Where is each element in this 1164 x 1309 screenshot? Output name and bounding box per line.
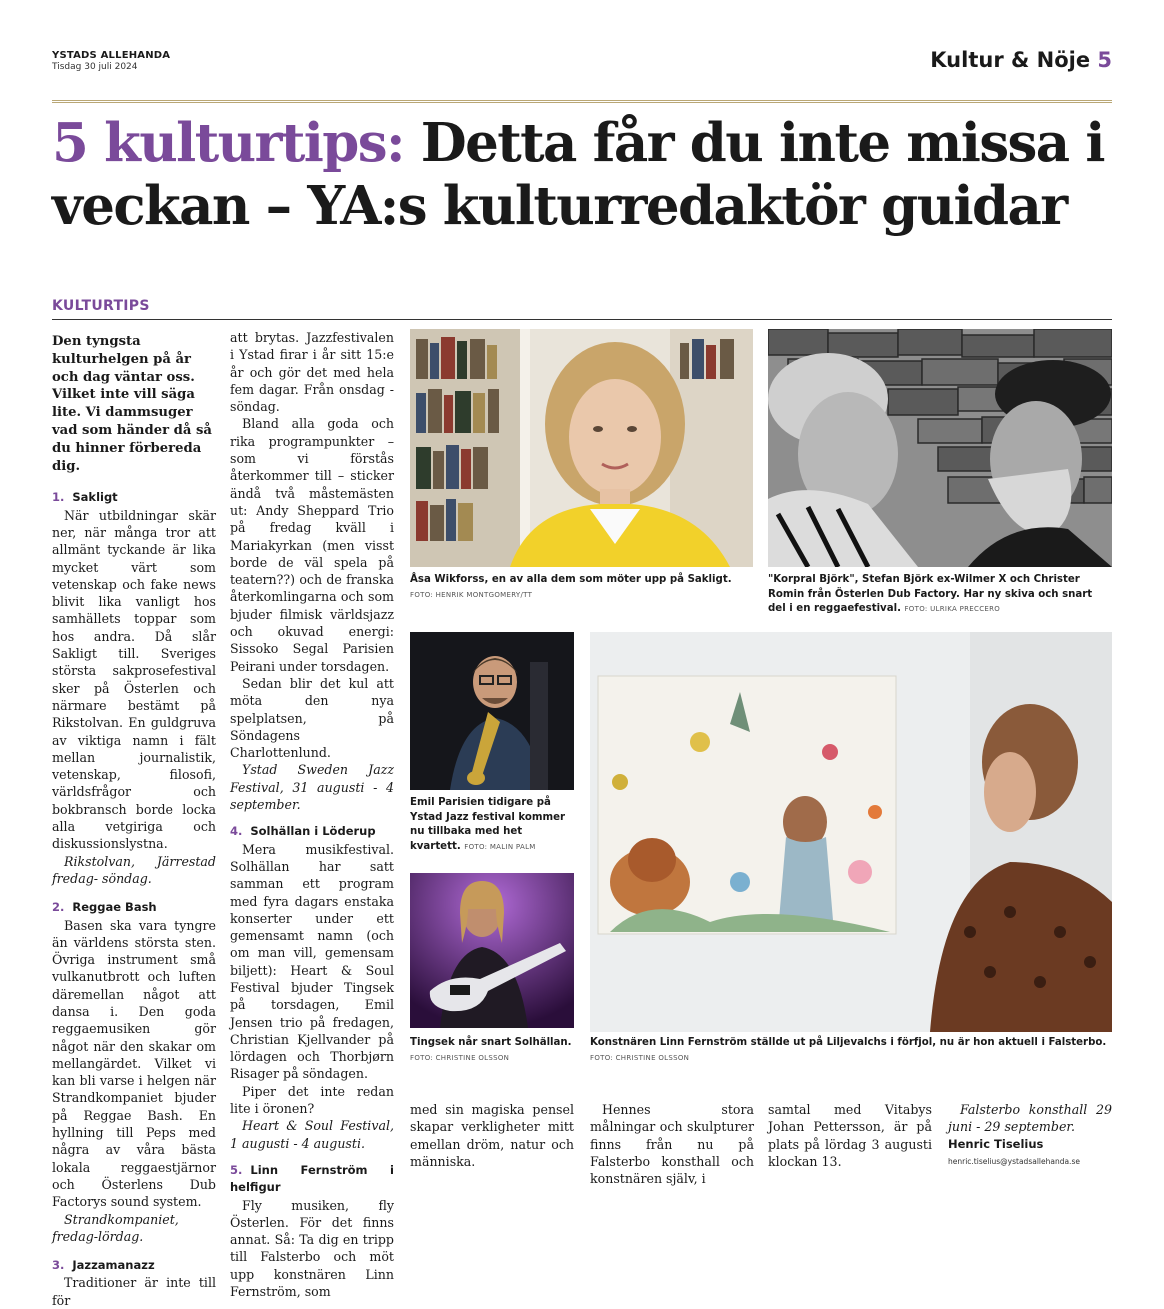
author-byline: Henric Tiselius xyxy=(948,1136,1044,1151)
caption-text: Tingsek når snart Solhällan. xyxy=(410,1037,572,1048)
caption-text: Åsa Wikforss, en av alla dem som möter upp på Sakligt. xyxy=(410,574,732,585)
article-column-4 xyxy=(590,1101,754,1187)
photo-asa-wikforss xyxy=(410,329,753,567)
caption-linn-fernstrom xyxy=(590,1036,1112,1065)
tip-heading-2: 2. Reggae Bash xyxy=(52,900,157,915)
tip-body-5: Fly musiken, fly Österlen. För det finns annat. Så: Ta dig en tripp till Falsterbo och möt upp konstnären Linn Fernström, som xyxy=(230,1197,394,1300)
photo-credit: FOTO: MALIN PALM xyxy=(464,842,536,851)
photo-tingsek xyxy=(410,873,574,1028)
publication-date: Tisdag 30 juli 2024 xyxy=(52,62,138,72)
caption-tingsek xyxy=(410,1036,574,1065)
tip-body-3c: Sedan blir det kul att möta den nya spelplatsen, på Söndagens Charlottenlund. xyxy=(230,675,394,761)
caption-emil-parisien xyxy=(410,796,574,854)
tip-body-4b: Piper det inte redan lite i öronen? xyxy=(230,1083,394,1117)
photo-credit: FOTO: HENRIK MONTGOMERY/TT xyxy=(410,590,533,599)
caption-text: Emil Parisien tidigare på Ystad Jazz festival kommer nu tillbaka med het kvartett. xyxy=(410,797,566,852)
tip-body-3b: Bland alla goda och rika programpunkter – som vi förstås återkommer till – sticker ändå två måstemästen ut: Andy Sheppard Trio på fredag kväll i Mariakyrkan (men visst borde de väl spela på teatern??) och de franska återkomlingarna och som bjuder filmisk världsjazz och okuvad energi: Sissoko Segal Parisien Peirani under torsdagen. xyxy=(230,416,394,674)
tip-body-5b: Hennes stora målningar och skulpturer finns från nu på Falsterbo konsthall och konstnären själv, i xyxy=(590,1102,754,1187)
article-column-6 xyxy=(948,1101,1112,1170)
photo-credit: FOTO: ULRIKA PRECCERO xyxy=(904,605,1001,613)
kicker-rule xyxy=(52,319,1112,320)
photo-linn-fernstrom xyxy=(590,632,1112,1032)
photo-credit: FOTO: CHRISTINE OLSSON xyxy=(590,1053,690,1062)
tip-body-4: Mera musikfestival. Solhällan har satt samman ett program med fyra dagars enstaka konserter under ett gemensamt namn (och om man vill, gemensam biljett): Heart & Soul Festival bjuder Tingsek på torsdagen, Emil Jensen trio på fredagen, Christian Kjellvander på lördagen och Thorbjørn Risager på söndagen. xyxy=(230,841,394,1082)
caption-text: Konstnären Linn Fernström ställde ut på Liljevalchs i förfjol, nu är hon aktuell i Falsterbo. xyxy=(590,1037,1107,1048)
tip-body-2: Basen ska vara tyngre än världens största sten. Övriga instrument små vulkanutbrott och luften däremellan något att dansa i. Den goda reggaemusiken gör något när den skakar om mellangärdet. Vilket vi kan bli varse i helgen när Strandkompaniet bjuder på Reggae Bash. En hyllning till Peps med några av våra bästa lokala reggaestjärnor och Österlens Dub Factorys sound system. xyxy=(52,917,216,1210)
article-column-1 xyxy=(52,333,216,1309)
tip-body-1: När utbildningar skär ner, när många tror att allmänt tyckande är lika mycket värt som vetenskap och fake news blivit lika vanligt hos samhällets toppar som hos andra. Då slår Sakligt till. Sveriges största sakprosefestival sker på Österlen och närmare bestämt på Rikstolvan. En guldgruva av viktiga namn i fält mellan journalistik, vetenskap, filosofi, världsfrågor och bokbransch borde locka alla vetgiriga och diskussionslystna. xyxy=(52,507,216,852)
photo-emil-parisien xyxy=(410,632,574,790)
article-column-3 xyxy=(410,1101,574,1170)
artist-with-painting-illustration xyxy=(590,632,1112,1032)
tip-venue-4: Heart & Soul Festival, 1 augusti - 4 augusti. xyxy=(230,1118,394,1151)
section-title: Kultur & Nöje xyxy=(930,48,1091,72)
tip-body-5-cont: med sin magiska pensel skapar verkligheter mitt emellan dröm, natur och människa. xyxy=(410,1102,574,1169)
tip-venue-3: Ystad Sweden Jazz Festival, 31 augusti - 4 september. xyxy=(230,762,394,813)
portrait-illustration xyxy=(410,329,753,567)
tip-venue-5: Falsterbo konsthall 29 juni - 29 september. xyxy=(948,1102,1112,1135)
saxophonist-illustration xyxy=(410,632,574,790)
tip-heading-3: 3. Jazzamanazz xyxy=(52,1258,155,1273)
headline-highlight: 5 kulturtips: xyxy=(52,112,404,174)
caption-asa-wikforss xyxy=(410,573,760,602)
tip-heading-4: 4. Solhällan i Löderup xyxy=(230,824,376,839)
tip-venue-2: Strandkompaniet, fredag-lördag. xyxy=(52,1211,179,1244)
tip-body-3: Traditioner är inte till för xyxy=(52,1275,216,1308)
section-header xyxy=(930,48,1112,72)
photo-korpral-bjork xyxy=(768,329,1112,567)
caption-korpral-bjork xyxy=(768,573,1112,617)
photo-credit: FOTO: CHRISTINE OLSSON xyxy=(410,1053,510,1062)
guitarist-illustration xyxy=(410,873,574,1028)
article-column-2 xyxy=(230,329,394,1300)
page-number: 5 xyxy=(1097,48,1112,72)
caption-text: "Korpral Björk", Stefan Björk ex-Wilmer X och Christer Romin från Österlen Dub Factory. Har ny skiva och snart del i en reggaefestival. xyxy=(768,574,1093,614)
tip-heading-5: 5. Linn Fernström i helfigur xyxy=(230,1162,394,1195)
tip-body-5c: samtal med Vitabys Johan Pettersson, är på plats på lördag 3 augusti klockan 13. xyxy=(768,1102,932,1169)
article-column-5 xyxy=(768,1101,932,1170)
author-email[interactable]: henric.tiselius@ystadsallehanda.se xyxy=(948,1156,1080,1166)
bw-portrait-illustration xyxy=(768,329,1112,567)
tip-body-3-cont: att brytas. Jazzfestivalen i Ystad firar i år sitt 15:e år och gör det med hela fem dagar. Från onsdag - söndag. xyxy=(230,330,394,415)
section-kicker: KULTURTIPS xyxy=(52,298,150,314)
header-rule xyxy=(52,100,1112,103)
headline-rest: Detta får du inte missa i veckan – YA:s kulturredaktör guidar xyxy=(52,112,1104,237)
tip-heading-1: 1. Sakligt xyxy=(52,490,118,505)
article-headline xyxy=(52,112,1122,238)
tip-venue-1: Rikstolvan, Järrestad fredag- söndag. xyxy=(52,853,216,886)
paper-name: YSTADS ALLEHANDA xyxy=(52,50,171,61)
lead-paragraph: Den tyngsta kulturhelgen på år och dag väntar oss. Vilket inte vill säga lite. Vi dammsuger vad som händer då så du hinner förbereda dig. xyxy=(52,334,212,474)
